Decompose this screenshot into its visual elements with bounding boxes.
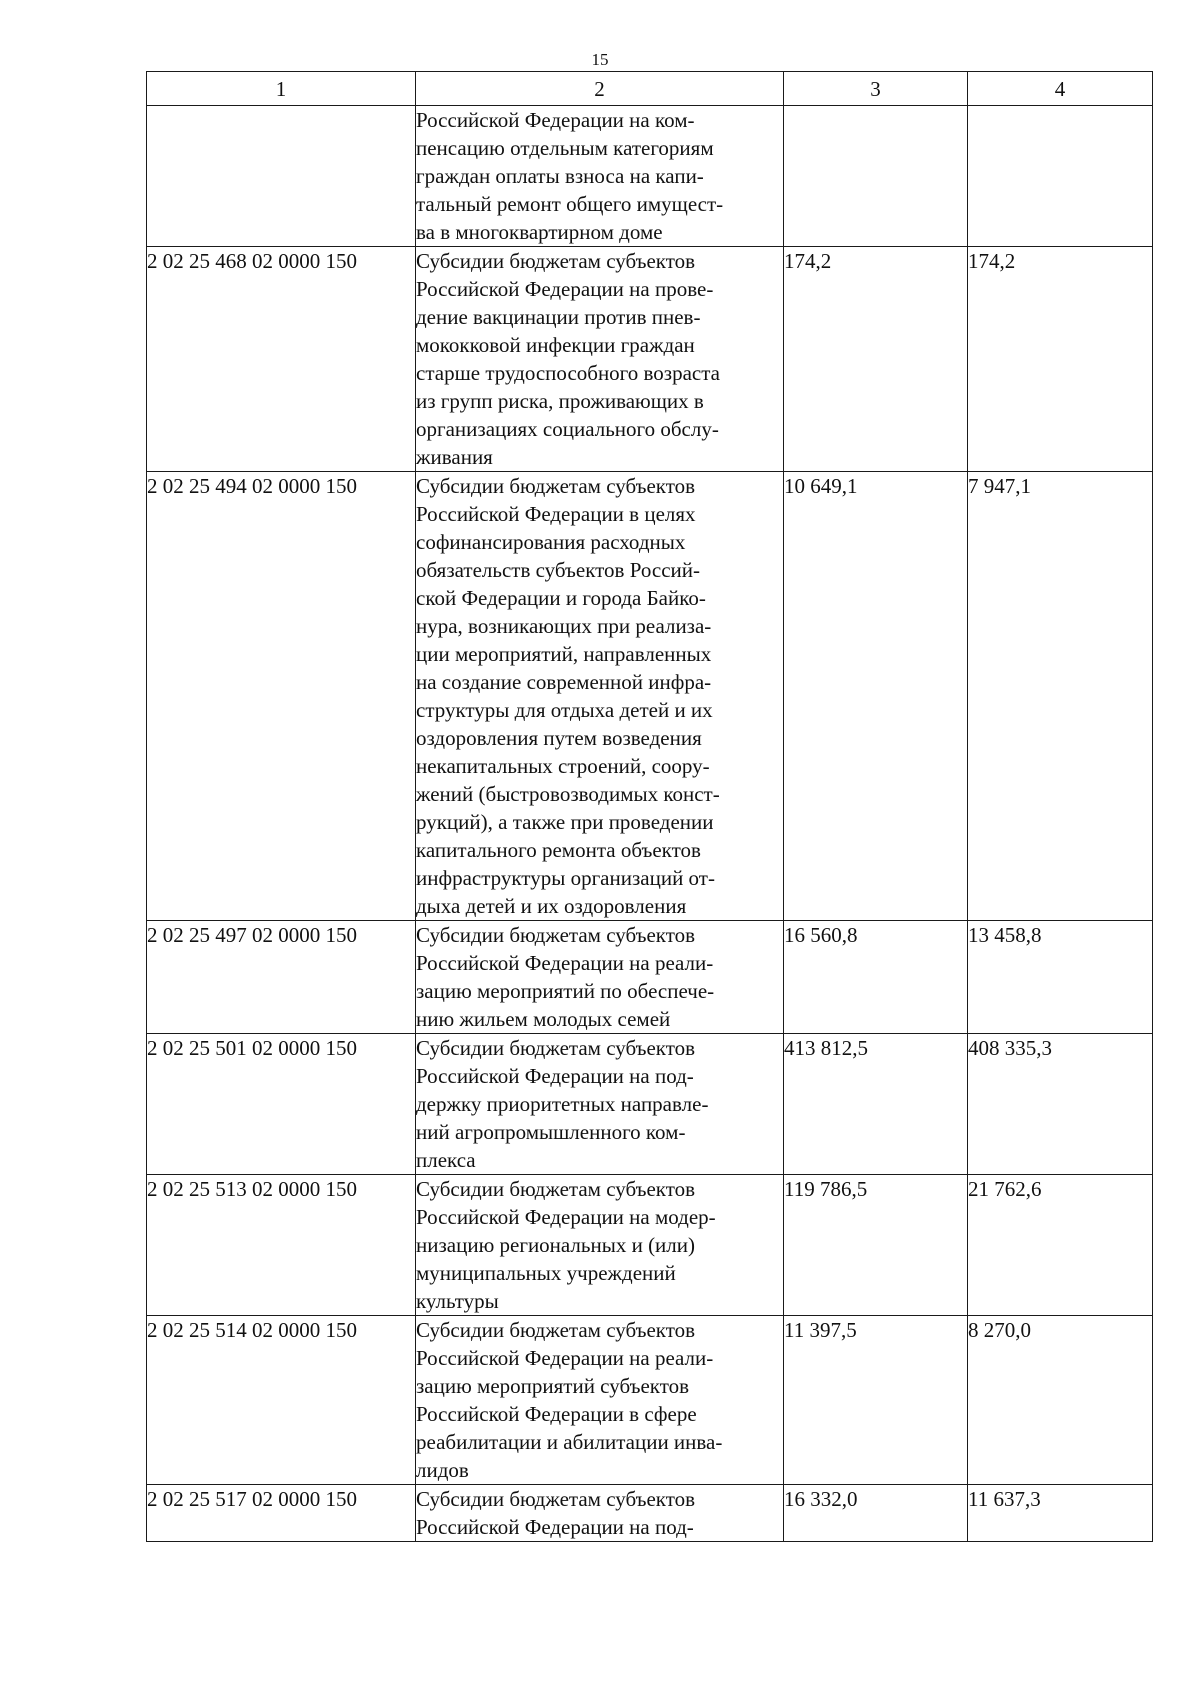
amount-col4-cell: 7 947,1 xyxy=(968,472,1153,921)
amount-col4-cell: 8 270,0 xyxy=(968,1316,1153,1485)
table-row xyxy=(147,1175,1153,1316)
description-cell: Субсидии бюджетам субъектов Российской Федерации на реали- зацию мероприятий по обеспече- нию жильем молодых семей xyxy=(416,921,784,1034)
amount-col4-cell: 21 762,6 xyxy=(968,1175,1153,1316)
column-header: 3 xyxy=(784,72,968,106)
amount-col3-cell: 16 560,8 xyxy=(784,921,968,1034)
amount-col4-cell: 408 335,3 xyxy=(968,1034,1153,1175)
table-header-row xyxy=(147,72,1153,106)
description-cell: Субсидии бюджетам субъектов Российской Федерации на под- xyxy=(416,1485,784,1542)
amount-col3-cell: 10 649,1 xyxy=(784,472,968,921)
amount-col3-cell: 11 397,5 xyxy=(784,1316,968,1485)
description-cell: Субсидии бюджетам субъектов Российской Федерации на модер- низацию региональных и (или) муниципальных учреждений культуры xyxy=(416,1175,784,1316)
description-cell: Субсидии бюджетам субъектов Российской Федерации на под- держку приоритетных направле- ний агропромышленного ком- плекса xyxy=(416,1034,784,1175)
budget-code-cell: 2 02 25 494 02 0000 150 xyxy=(147,472,416,921)
table-row xyxy=(147,247,1153,472)
table-row xyxy=(147,921,1153,1034)
table-row xyxy=(147,106,1153,247)
table-row xyxy=(147,1034,1153,1175)
table-row xyxy=(147,1316,1153,1485)
table-row xyxy=(147,1485,1153,1542)
amount-col3-cell: 413 812,5 xyxy=(784,1034,968,1175)
budget-table xyxy=(146,71,1153,1542)
budget-code-cell: 2 02 25 517 02 0000 150 xyxy=(147,1485,416,1542)
amount-col4-cell: 174,2 xyxy=(968,247,1153,472)
column-header: 1 xyxy=(147,72,416,106)
column-header: 4 xyxy=(968,72,1153,106)
column-header: 2 xyxy=(416,72,784,106)
budget-code-cell: 2 02 25 468 02 0000 150 xyxy=(147,247,416,472)
description-cell: Субсидии бюджетам субъектов Российской Федерации на прове- дение вакцинации против пнев- мококковой инфекции граждан старше трудоспособного возраста из групп риска, проживающих в организациях социального обслу- живания xyxy=(416,247,784,472)
page-number: 15 xyxy=(591,50,609,69)
table-row xyxy=(147,472,1153,921)
amount-col3-cell xyxy=(784,106,968,247)
amount-col3-cell: 174,2 xyxy=(784,247,968,472)
budget-code-cell: 2 02 25 501 02 0000 150 xyxy=(147,1034,416,1175)
budget-code-cell xyxy=(147,106,416,247)
amount-col3-cell: 119 786,5 xyxy=(784,1175,968,1316)
description-cell: Субсидии бюджетам субъектов Российской Федерации на реали- зацию мероприятий субъектов Российской Федерации в сфере реабилитации и абилитации инва- лидов xyxy=(416,1316,784,1485)
amount-col4-cell: 13 458,8 xyxy=(968,921,1153,1034)
budget-code-cell: 2 02 25 513 02 0000 150 xyxy=(147,1175,416,1316)
amount-col4-cell xyxy=(968,106,1153,247)
description-cell: Субсидии бюджетам субъектов Российской Федерации в целях софинансирования расходных обязательств субъектов Россий- ской Федерации и города Байко- нура, возникающих при реализа- ции мероприятий, направленных на создание современной инфра- структуры для отдыха детей и их оздоровления путем возведения некапитальных строений, соору- жений (быстровозводимых конст- рукций), а также при проведении капитального ремонта объектов инфраструктуры организаций от- дыха детей и их оздоровления xyxy=(416,472,784,921)
budget-code-cell: 2 02 25 514 02 0000 150 xyxy=(147,1316,416,1485)
amount-col4-cell: 11 637,3 xyxy=(968,1485,1153,1542)
budget-code-cell: 2 02 25 497 02 0000 150 xyxy=(147,921,416,1034)
amount-col3-cell: 16 332,0 xyxy=(784,1485,968,1542)
description-cell: Российской Федерации на ком- пенсацию отдельным категориям граждан оплаты взноса на капи- тальный ремонт общего имущест- ва в многоквартирном доме xyxy=(416,106,784,247)
